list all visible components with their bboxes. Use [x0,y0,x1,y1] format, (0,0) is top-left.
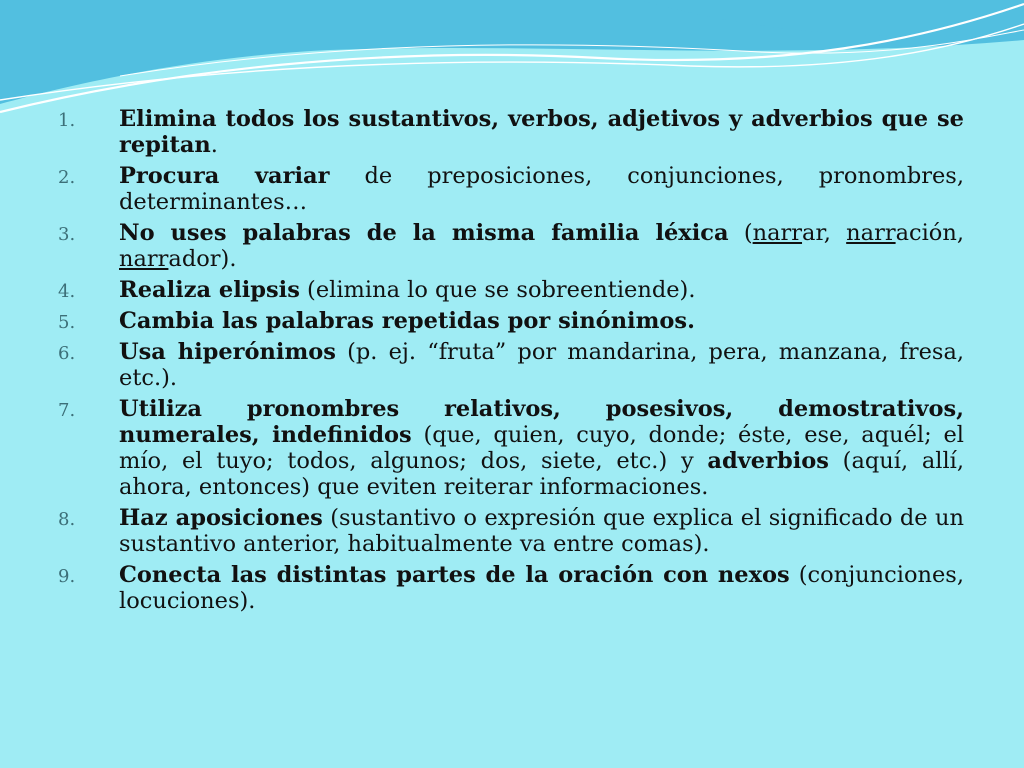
text-run-plain: ( [728,220,753,246]
text-run-plain: ar, [802,220,847,246]
item-number: 4. [58,281,76,302]
text-run-plain: . [210,132,218,158]
item-number: 7. [58,400,76,421]
list-item [58,277,964,303]
item-number: 5. [58,312,76,333]
text-run-bold: adverbios [707,448,829,474]
text-run-underline: narr [752,220,803,246]
list-item [58,163,964,215]
text-run-plain: (sustantivo o expresión que explica el significado de un sustantivo anterior, habitualmente va entre comas). [119,505,964,557]
text-run-plain: de preposiciones, conjunciones, pronombres, determinantes… [119,163,964,215]
list-item [58,106,964,158]
text-run-bold: Haz aposiciones [119,505,323,531]
list-item [58,308,964,334]
text-run-plain: (conjunciones, locuciones). [119,562,964,614]
text-run-plain: (que, quien, cuyo, donde; éste, ese, aquél; el mío, el tuyo; todos, algunos; dos, siete, etc.) y [119,422,964,474]
item-number: 6. [58,343,76,364]
text-run-bold: Elimina todos los sustantivos, verbos, adjetivos y adverbios que se repitan [119,106,964,158]
text-run-plain: (elimina lo que se sobreentiende). [299,277,696,303]
text-run-plain: ador). [168,246,237,272]
list-item [58,339,964,391]
item-text [119,562,964,614]
text-run-plain: (p. ej. “fruta” por mandarina, pera, manzana, fresa, etc.). [119,339,965,391]
text-run-plain: ación, [895,220,964,246]
text-run-bold: Usa hiperónimos [119,339,336,365]
text-run-bold: Cambia las palabras repetidas por sinónimos. [119,308,695,334]
item-number: 3. [58,224,76,245]
text-run-bold: Conecta las distintas partes de la oración con nexos [119,562,790,588]
text-run-underline: narr [119,246,169,272]
item-text [119,308,964,334]
text-run-underline: narr [846,220,896,246]
list-item [58,396,964,500]
list-item [58,505,964,557]
item-number: 8. [58,509,76,530]
item-text [119,339,964,391]
item-text [119,505,964,557]
list-item [58,562,964,614]
item-text [119,163,964,215]
rules-list [58,106,964,619]
text-run-bold: No uses palabras de la misma familia léxica [119,220,729,246]
text-run-bold: Utiliza pronombres relativos, posesivos, demostrativos, numerales, indefinidos [119,396,964,448]
list-item [58,220,964,272]
item-text [119,220,964,272]
item-number: 2. [58,167,76,188]
text-run-bold: Realiza elipsis [119,277,300,303]
text-run-plain: (aquí, allí, ahora, entonces) que eviten reiterar informaciones. [119,448,964,500]
item-text [119,277,964,303]
item-text [119,106,964,158]
item-number: 1. [58,110,76,131]
item-text [119,396,964,500]
item-number: 9. [58,566,76,587]
text-run-bold: Procura variar [119,163,330,189]
